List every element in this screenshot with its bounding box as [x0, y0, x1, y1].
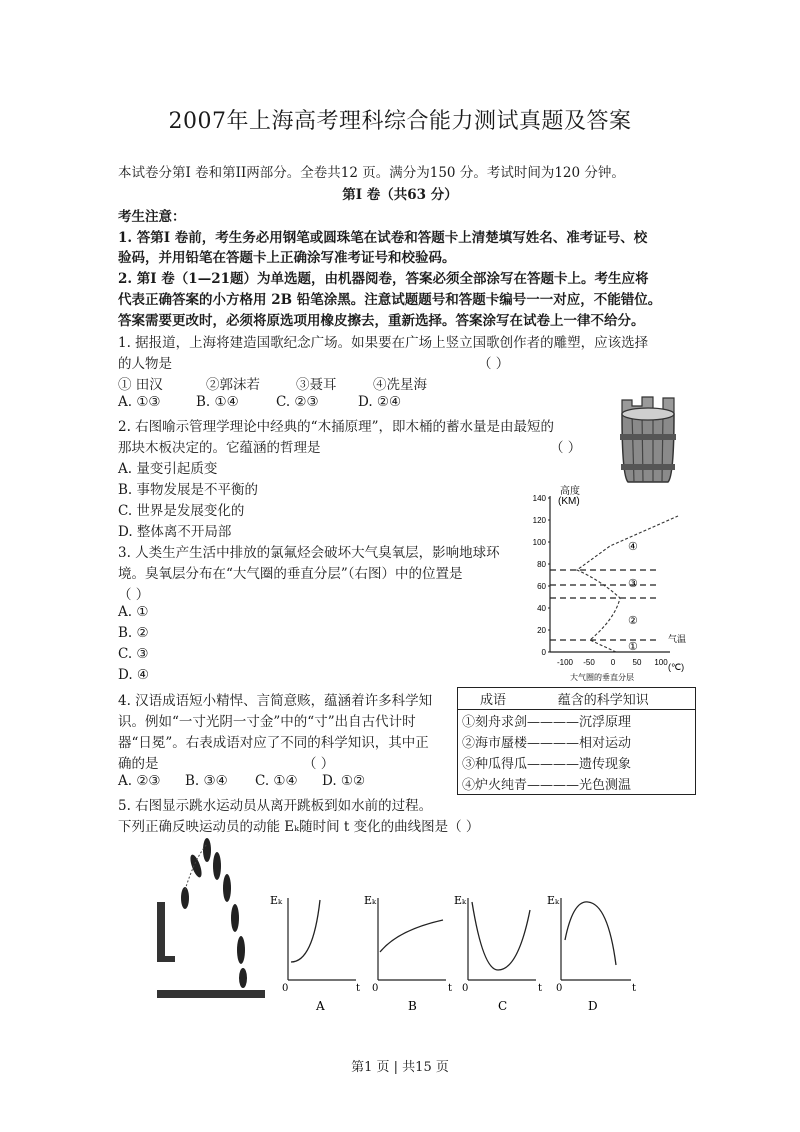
x-tick-label: 100 [654, 658, 668, 667]
q4-stem-cont: 识。例如“一寸光阴一寸金”中的“寸”出自古代计时 [118, 714, 416, 730]
table-row [458, 710, 696, 732]
q3-option-a: A. ① [118, 604, 149, 620]
chart-xlabel: 气温 [668, 634, 687, 644]
graph-d-label: D [588, 999, 598, 1013]
y-tick-label: 0 [541, 648, 546, 657]
q3-stem: 3. 人类生产生活中排放的氯氟烃会破坏大气臭氧层，影响地球环 [118, 545, 500, 561]
notice-item-1-cont: 验码，并用铅笔在答题卡上正确涂写准考证号和校验码。 [118, 250, 456, 266]
q2-option-a: A. 量变引起质变 [118, 461, 218, 477]
page-footer: 第1 页 | 共15 页 [351, 1060, 449, 1075]
layer-label-1: ① [628, 640, 638, 653]
q4-stem: 4. 汉语成语短小精悍、言简意赅，蕴涵着许多科学知 [118, 693, 433, 709]
q3-answer-bracket: （ ） [118, 587, 150, 603]
graph-option-a [270, 894, 360, 1013]
graph-a-xlabel: t [356, 983, 361, 994]
exam-intro: 本试卷分第Ⅰ 卷和第II两部分。全卷共12 页。满分为150 分。考试时间为120 分钟。 [118, 165, 625, 181]
notice-item-2-cont2: 答案需要更改时，必须将原选项用橡皮擦去，重新选择。答案涂写在试卷上一律不给分。 [118, 313, 645, 329]
y-tick-label: 60 [537, 582, 546, 591]
y-tick-label: 100 [532, 538, 546, 547]
q4-option-a: A. ②③ [118, 773, 161, 789]
table-row-text: ②海市蜃楼————相对运动 [462, 736, 632, 751]
chart-caption: 大气圈的垂直分层 [570, 673, 634, 682]
graph-c-label: C [498, 999, 508, 1013]
graph-d-ylabel: Eₖ [547, 894, 560, 907]
x-tick-label: 0 [610, 658, 616, 667]
q1-stem-cont: 的人物是 [118, 356, 172, 372]
table-header-row [458, 688, 696, 710]
graph-c-xlabel: t [538, 983, 543, 994]
q2-option-d: D. 整体离不开局部 [118, 524, 232, 540]
x-tick-label: -50 [583, 658, 595, 667]
q4-stem-cont3: 确的是 [118, 756, 159, 772]
table-header-knowledge: 蕴含的科学知识 [528, 688, 696, 710]
graph-b-xlabel: t [448, 983, 453, 994]
q3-stem-cont: 境。臭氧层分布在“大气圈的垂直分层”（右图）中的位置是 [118, 566, 463, 582]
wooden-barrel-illustration [612, 392, 682, 488]
layer-label-3: ③ [628, 577, 638, 590]
graph-d-xlabel: t [632, 983, 637, 994]
graph-b-ylabel: Eₖ [364, 894, 377, 907]
graph-option-d [547, 894, 636, 1013]
graph-a-ylabel: Eₖ [270, 894, 283, 907]
graph-c-ylabel: Eₖ [454, 894, 467, 907]
q4-option-c: C. ①④ [255, 773, 298, 789]
q1-option-c: C. ②③ [276, 394, 319, 410]
q1-person-3: ③聂耳 [296, 377, 337, 393]
table-row-text: ①刻舟求剑————沉浮原理 [462, 715, 632, 730]
table-row [458, 752, 696, 773]
table-row-text: ④炉火纯青————光色测温 [462, 778, 632, 793]
atmosphere-layers-chart [520, 484, 690, 684]
curve-d [565, 902, 616, 965]
notice-item-1: 1. 答第Ⅰ 卷前，考生务必用钢笔或圆珠笔在试卷和答题卡上清楚填写姓名、准考证号、校 [118, 230, 648, 246]
q3-option-c: C. ③ [118, 646, 149, 662]
q4-option-d: D. ①② [322, 773, 366, 789]
q4-stem-cont2: 器“日冕”。右表成语对应了不同的科学知识，其中正 [118, 735, 429, 751]
table-row-text: ③种瓜得瓜————遗传现象 [462, 757, 632, 772]
chart-xunit: (℃) [668, 662, 685, 672]
graph-b-origin: 0 [372, 983, 379, 994]
q3-option-d: D. ④ [118, 667, 150, 683]
diver-sequence-illustration [155, 838, 267, 1008]
x-tick-label: 50 [632, 658, 642, 667]
curve-a [291, 900, 320, 962]
y-tick-label: 120 [532, 516, 546, 525]
q4-option-b: B. ③④ [185, 773, 228, 789]
notice-item-2-cont: 代表正确答案的小方格用 2B 铅笔涂黑。注意试题题号和答题卡编号一一对应，不能错位。 [118, 292, 662, 308]
table-row [458, 773, 696, 795]
q4-answer-bracket: （ ） [303, 756, 335, 772]
q1-option-a: A. ①③ [118, 394, 161, 410]
graph-a-label: A [316, 999, 325, 1013]
y-tick-label: 80 [537, 560, 546, 569]
kinetic-energy-graphs [268, 890, 648, 1015]
y-tick-label: 140 [532, 494, 546, 503]
q1-person-2: ②郭沫若 [206, 377, 260, 393]
layer-label-4: ④ [628, 540, 638, 553]
q1-person-1: ① 田汉 [118, 377, 163, 393]
table-row [458, 731, 696, 752]
graph-c-origin: 0 [462, 983, 469, 994]
chart-yunit: (KM) [558, 496, 580, 507]
curve-b [380, 920, 443, 952]
y-tick-label: 40 [537, 604, 546, 613]
q3-option-b: B. ② [118, 625, 149, 641]
curve-c [472, 902, 530, 970]
q1-stem: 1. 据报道，上海将建造国歌纪念广场。如果要在广场上竖立国歌创作者的雕塑，应该选择 [118, 335, 649, 351]
q2-option-c: C. 世界是发展变化的 [118, 503, 245, 519]
section-title: 第Ⅰ 卷（共63 分） [342, 187, 458, 203]
notice-item-2: 2. 第Ⅰ 卷（1—21题）为单选题，由机器阅卷，答案必须全部涂写在答题卡上。考生应将 [118, 271, 649, 287]
y-tick-label: 20 [537, 626, 546, 635]
q1-option-d: D. ②④ [358, 394, 402, 410]
q2-stem: 2. 右图喻示管理学理论中经典的“木捅原理”，即木桶的蓄水量是由最短的 [118, 419, 554, 435]
x-tick-label: -100 [556, 658, 574, 667]
graph-b-label: B [408, 999, 417, 1013]
chart-ylabel: 高度 [560, 486, 580, 497]
q2-option-b: B. 事物发展是不平衡的 [118, 482, 259, 498]
q5-stem-cont: 下列正确反映运动员的动能 Eₖ随时间 t 变化的曲线图是（ ） [118, 819, 480, 835]
q2-answer-bracket: （ ） [550, 440, 582, 456]
q2-stem-cont: 那块木板决定的。它蕴涵的哲理是 [118, 440, 321, 456]
layer-label-2: ② [628, 614, 638, 627]
graph-option-b [364, 894, 452, 1013]
notice-heading: 考生注意： [118, 209, 186, 225]
q1-person-4: ④冼星海 [373, 377, 427, 393]
q1-option-b: B. ①④ [196, 394, 239, 410]
graph-a-origin: 0 [282, 983, 289, 994]
q5-stem: 5. 右图显示跳水运动员从离开跳板到如水前的过程。 [118, 798, 433, 814]
graph-d-origin: 0 [556, 983, 563, 994]
graph-option-c [454, 894, 542, 1013]
page-title: 2007年上海高考理科综合能力测试真题及答案 [168, 109, 632, 134]
idiom-knowledge-table [457, 687, 696, 795]
q1-answer-bracket: （ ） [478, 356, 510, 372]
table-header-idiom: 成语 [458, 688, 528, 710]
